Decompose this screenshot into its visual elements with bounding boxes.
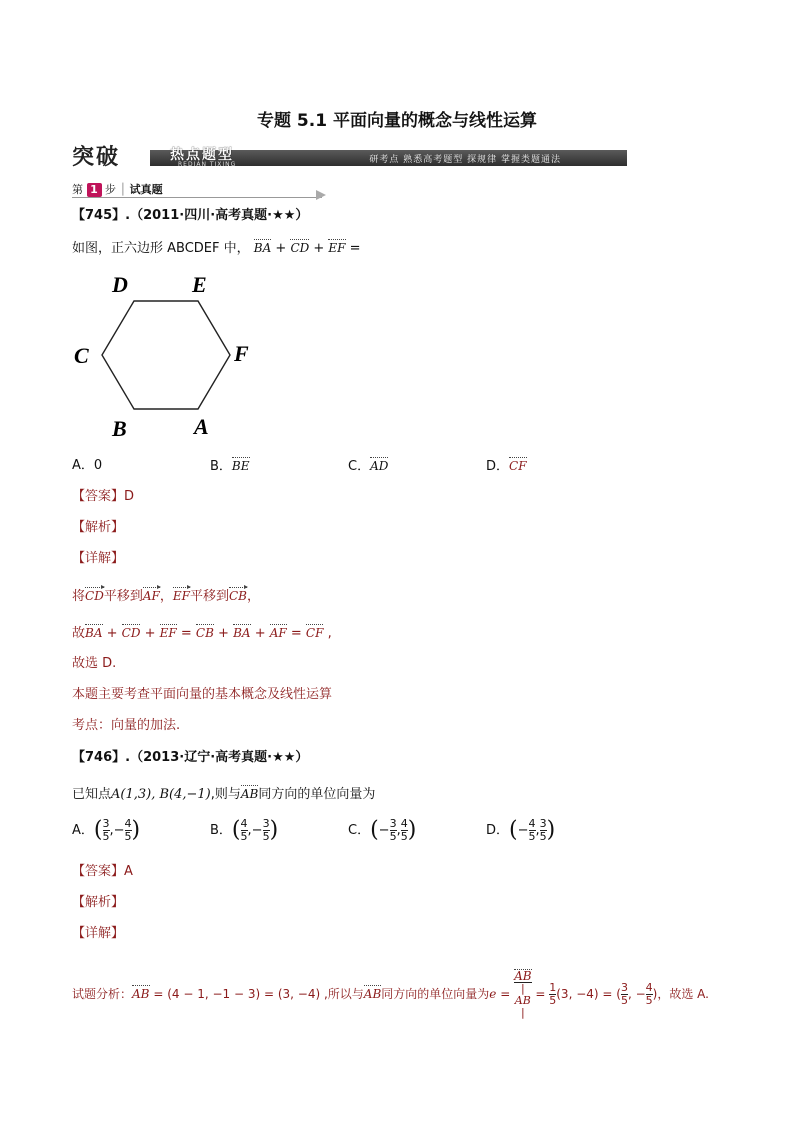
step-number: 1 [87,183,102,197]
q745-detail: 【详解】 [72,551,125,566]
q745-option-c: C．AD [348,459,389,474]
q745-analysis: 【解析】 [72,520,125,535]
banner-tu-po: 突破 [72,144,150,170]
q746-option-b: B．( $\frac{4}{5}$ ,− $\frac{3}{5}$ ) [210,817,279,843]
q746-answer: 【答案】A [72,864,133,879]
page-title: 专题 5.1 平面向量的概念与线性运算 [257,111,537,131]
banner-slogan: 研考点 熟悉高考题型 探规律 掌握类题通法 [369,155,561,165]
label-e: E [192,272,207,297]
q746-option-d: D．(− $\frac{4}{5}$ , $\frac{3}{5}$ ) [486,817,556,843]
label-a: A [194,414,209,439]
q745-header: 【745】.（2011·四川·高考真题·★★） [72,208,309,223]
step-underline [72,197,322,198]
q745-answer: 【答案】D [72,489,135,504]
hexagon-figure [70,268,270,443]
q745-conclusion: 故选 D. [72,656,117,671]
q745-option-b: B．BE [210,459,250,474]
q745-line2: 故BA + CD + EF = CB + BA + AF = CF , [72,626,332,641]
q746-detail: 【详解】 [72,926,125,941]
label-d: D [112,272,128,297]
vec-cd: CD [290,241,310,255]
section-banner [72,144,627,170]
q745-kaodian: 考点：向量的加法. [72,718,181,733]
q745-option-d: D．CF [486,459,527,474]
label-b: B [112,416,127,441]
label-c: C [74,343,89,368]
step-arrow-icon [316,190,326,200]
vec-ef: EF [328,241,346,255]
q745-line1: 将CD平移到AF，EF平移到CB， [72,589,260,604]
q746-analysis: 【解析】 [72,895,125,910]
q746-solution: 试题分析：AB = (4 − 1, −1 − 3) = (3, −4) ,所以与AB同方向的单位向量为e = AB | AB | = $\frac{1}{5}$ (3, −4) = ( $\frac{3}{5}$ , − $\frac{4}{5}$ )，故选 A. [72,969,709,1019]
q746-option-c: C．(− $\frac{3}{5}$ , $\frac{4}{5}$ ) [348,817,417,843]
step-label: 第 1 步 │ 试真题 [72,183,163,196]
q745-stem: 如图，正六边形 ABCDEF 中， BA + CD + EF = [72,241,361,256]
q745-note: 本题主要考查平面向量的基本概念及线性运算 [72,687,333,702]
q746-header: 【746】.（2013·辽宁·高考真题·★★） [72,750,309,765]
label-f: F [234,341,249,366]
banner-hot-sub: REDIAN TIXING [178,161,237,168]
vec-ba: BA [253,241,272,255]
q746-option-a: A．( $\frac{3}{5}$ ,− $\frac{4}{5}$ ) [72,817,141,843]
banner-hot-types: 热点题型 [170,147,234,163]
step-name: 试真题 [129,183,163,196]
q745-option-a: A．0 [72,458,103,473]
hexagon-shape [102,301,230,409]
q746-stem: 已知点A(1,3), B(4,−1),则与AB同方向的单位向量为 [72,787,376,802]
